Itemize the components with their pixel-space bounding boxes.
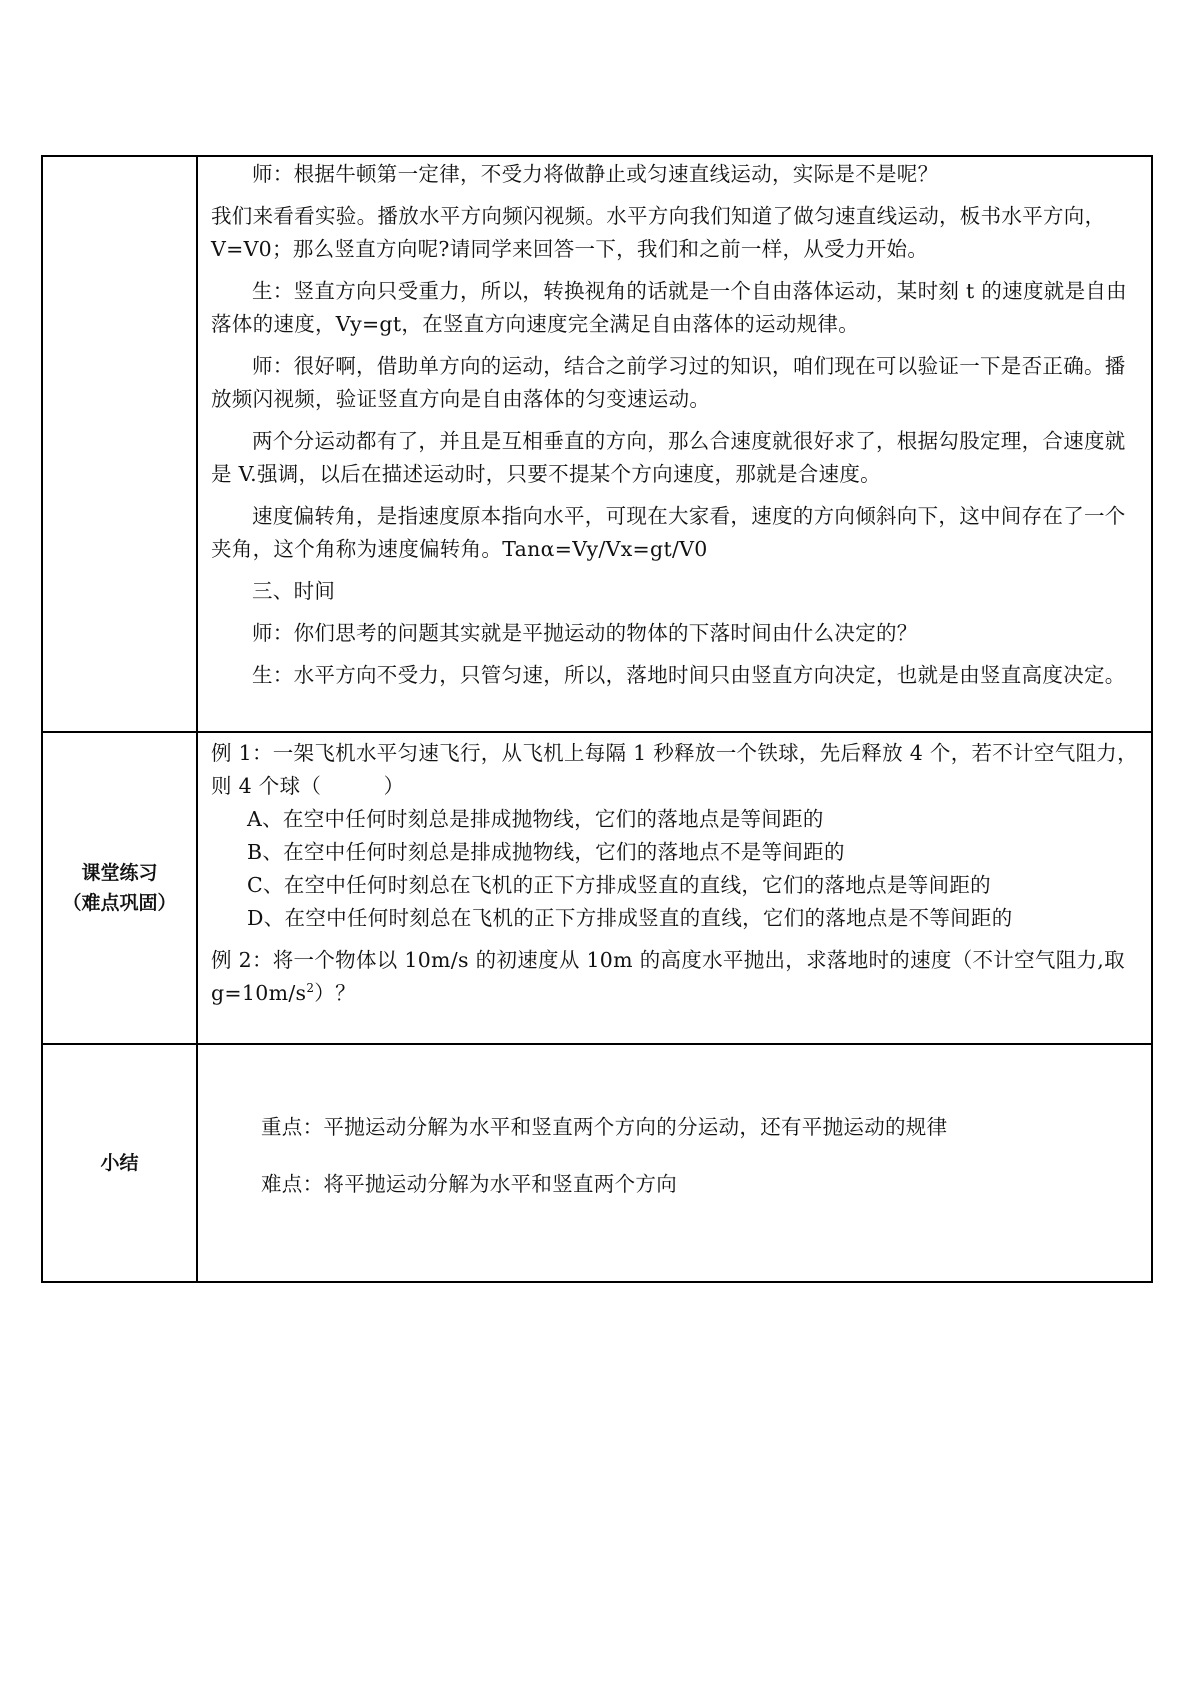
example-2-question bbox=[211, 944, 1139, 1010]
difficulty-point: 难点：将平抛运动分解为水平和竖直两个方向 bbox=[261, 1172, 677, 1196]
classroom-practice-row bbox=[42, 732, 1152, 1044]
option-a: A、在空中任何时刻总是排成抛物线，它们的落地点是等间距的 bbox=[247, 807, 824, 831]
exponent: 2 bbox=[306, 981, 315, 996]
teaching-process-content bbox=[197, 156, 1152, 732]
row-label-summary: 小结 bbox=[42, 1044, 197, 1282]
option-c: C、在空中任何时刻总在飞机的正下方排成竖直的直线，它们的落地点是等间距的 bbox=[247, 873, 991, 897]
summary-content bbox=[197, 1044, 1152, 1282]
paragraph: 师：很好啊，借助单方向的运动，结合之前学习过的知识，咱们现在可以验证一下是否正确。播放频闪视频，验证竖直方向是自由落体的匀变速运动。 bbox=[211, 354, 1126, 411]
example-1-question: 例 1：一架飞机水平匀速飞行，从飞机上每隔 1 秒释放一个铁球，先后释放 4 个，若不计空气阻力，则 4 个球（ ） bbox=[211, 741, 1138, 798]
paragraph: 生：水平方向不受力，只管匀速，所以，落地时间只由竖直方向决定，也就是由竖直高度决定。 bbox=[252, 663, 1126, 687]
option-d: D、在空中任何时刻总在飞机的正下方排成竖直的直线，它们的落地点是不等间距的 bbox=[247, 906, 1013, 930]
practice-label-title: 课堂练习 bbox=[81, 862, 158, 884]
paragraph: 两个分运动都有了，并且是互相垂直的方向，那么合速度就很好求了，根据勾股定理，合速度就是 V.强调，以后在描述运动时，只要不提某个方向速度，那就是合速度。 bbox=[211, 429, 1126, 486]
option-b: B、在空中任何时刻总是排成抛物线，它们的落地点不是等间距的 bbox=[247, 840, 845, 864]
key-point: 重点：平抛运动分解为水平和竖直两个方向的分运动，还有平抛运动的规律 bbox=[261, 1115, 948, 1139]
paragraph: 速度偏转角，是指速度原本指向水平，可现在大家看，速度的方向倾斜向下，这中间存在了一个夹角，这个角称为速度偏转角。Tanα=Vy/Vx=gt/V0 bbox=[211, 504, 1126, 561]
example-2-text: 例 2：将一个物体以 10m/s 的初速度从 10m 的高度水平抛出，求落地时的速度（不计空气阻力,取 g=10m/s bbox=[211, 948, 1125, 1005]
paragraph: 生：竖直方向只受重力，所以，转换视角的话就是一个自由落体运动，某时刻 t 的速度就是自由落体的速度，Vy=gt，在竖直方向速度完全满足自由落体的运动规律。 bbox=[211, 279, 1127, 336]
section-heading: 三、时间 bbox=[252, 579, 336, 603]
row-label-empty bbox=[42, 156, 197, 732]
summary-row bbox=[42, 1044, 1152, 1282]
practice-label-subtitle: （难点巩固） bbox=[62, 892, 177, 914]
row-label-practice bbox=[42, 732, 197, 1044]
teaching-process-row bbox=[42, 156, 1152, 732]
paragraph: 我们来看看实验。播放水平方向频闪视频。水平方向我们知道了做匀速直线运动，板书水平方向，V=V0；那么竖直方向呢?请同学来回答一下，我们和之前一样，从受力开始。 bbox=[211, 204, 1106, 261]
paragraph: 师：你们思考的问题其实就是平抛运动的物体的下落时间由什么决定的？ bbox=[252, 621, 918, 645]
practice-content bbox=[197, 732, 1152, 1044]
lesson-plan-table bbox=[41, 155, 1153, 1283]
example-2-tail: ）？ bbox=[314, 981, 356, 1005]
paragraph: 师：根据牛顿第一定律，不受力将做静止或匀速直线运动，实际是不是呢？ bbox=[252, 162, 939, 186]
